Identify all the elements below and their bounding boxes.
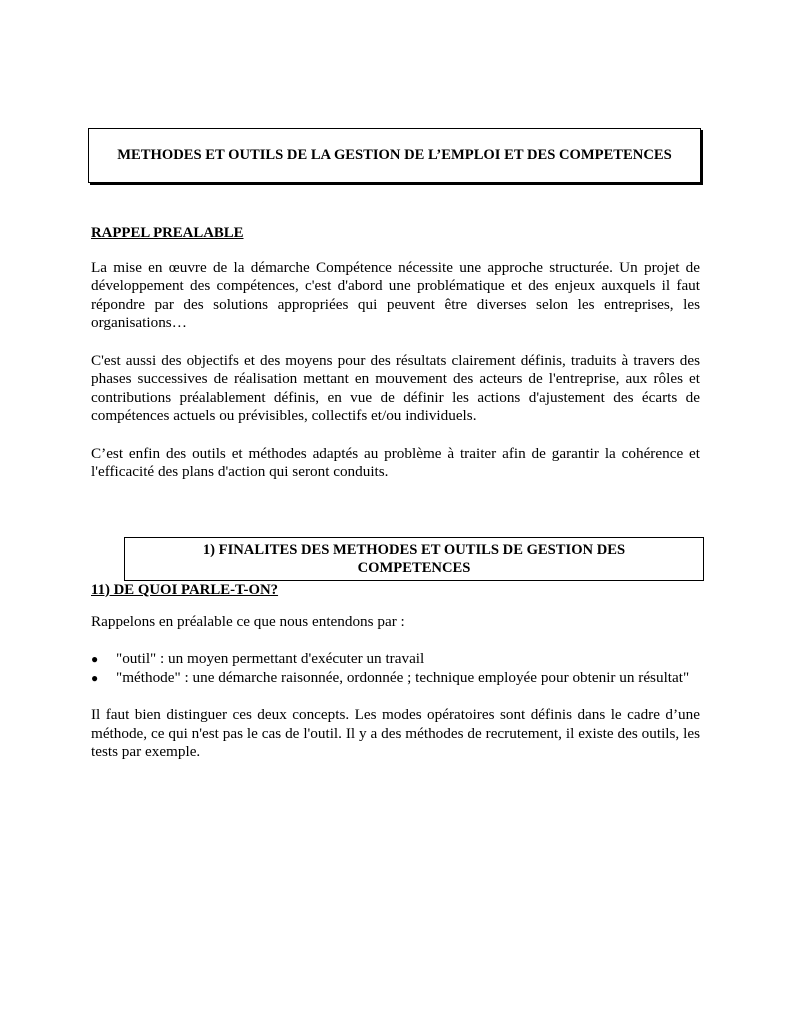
bullet-icon: ●: [91, 670, 99, 685]
document-title: METHODES ET OUTILS DE LA GESTION DE L’EMPLOI ET DES COMPETENCES: [117, 147, 672, 163]
rappel-heading: RAPPEL PREALABLE: [91, 225, 244, 241]
document-title-box: [88, 128, 701, 183]
definition-outil: "outil" : un moyen permettant d'exécuter un travail: [116, 650, 425, 668]
rappel-paragraph-3: C’est enfin des outils et méthodes adaptés au problème à traiter afin de garantir la cohérence et l'efficacité des plans d'action qui seront conduits.: [91, 444, 700, 481]
section-1-heading-box: [124, 537, 704, 581]
section-1-heading-line-1: 1) FINALITES DES METHODES ET OUTILS DE GESTION DES: [202, 541, 626, 558]
subsection-11-intro: Rappelons en préalable ce que nous entendons par :: [91, 613, 405, 631]
rappel-paragraph-2: C'est aussi des objectifs et des moyens pour des résultats clairement définis, traduits à travers des phases successives de réalisation mettant en mouvement des acteurs de l'entreprise, aux rôles et contributions préalablement définis, en vue de définir les actions d'ajustement des écarts de compétences actuels ou prévisibles, collectifs et/ou individuels.: [91, 351, 700, 425]
list-item: [91, 650, 700, 669]
subsection-11-heading: 11) DE QUOI PARLE-T-ON?: [91, 581, 279, 598]
definition-methode: "méthode" : une démarche raisonnée, ordonnée ; technique employée pour obtenir un résultat": [116, 668, 690, 686]
bullet-icon: ●: [91, 652, 99, 667]
subsection-11-conclusion: Il faut bien distinguer ces deux concepts. Les modes opératoires sont définis dans le cadre d’une méthode, ce qui n'est pas le cas de l'outil. Il y a des méthodes de recrutement, il existe des outils, les tests par exemple.: [91, 706, 700, 761]
list-item: [91, 669, 700, 688]
rappel-paragraph-1: La mise en œuvre de la démarche Compétence nécessite une approche structurée. Un projet de développement des compétences, c'est d'abord une problématique et des enjeux auxquels il faut répondre par des solutions appropriées qui peuvent être diverses selon les entreprises, les organisations…: [91, 258, 700, 332]
document-body: [91, 224, 700, 762]
section-1-heading-line-2: COMPETENCES: [357, 560, 471, 577]
definitions-list: [91, 650, 700, 687]
